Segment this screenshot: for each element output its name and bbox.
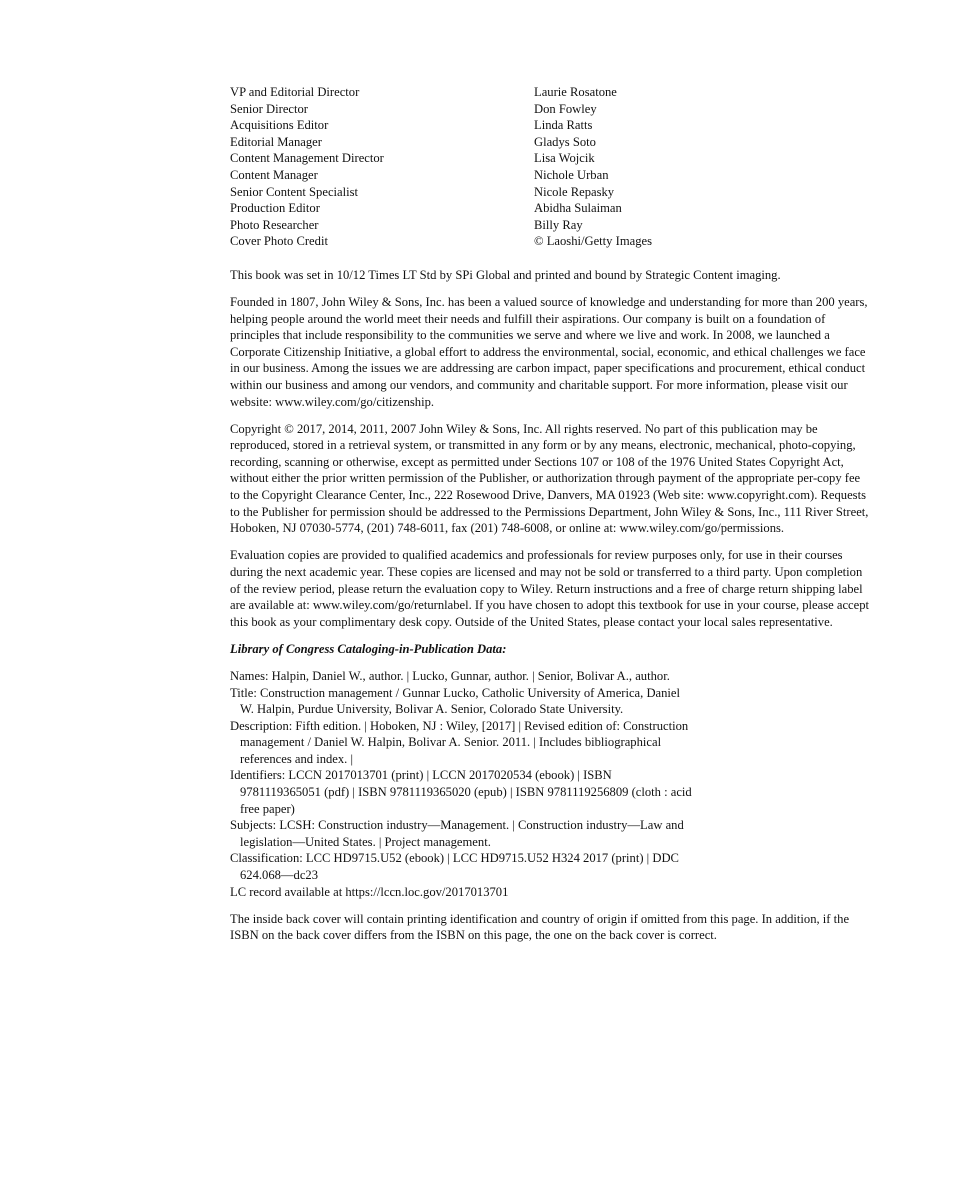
credit-row	[230, 101, 872, 118]
credit-role: Acquisitions Editor	[230, 118, 329, 133]
credit-name: © Laoshi/Getty Images	[534, 234, 652, 249]
credit-row	[230, 150, 872, 167]
credit-role: Senior Content Specialist	[230, 184, 359, 199]
credit-row	[230, 117, 872, 134]
credit-name: Billy Ray	[534, 217, 583, 232]
credits-list	[230, 84, 872, 250]
back-cover-note: The inside back cover will contain printing identification and country of origin if omitted from this page. In addition, if the ISBN on the back cover differs from the ISBN on this page, the one on the back cover is correct.	[230, 911, 850, 943]
copyright-page	[230, 84, 872, 954]
copyright-paragraph: Copyright © 2017, 2014, 2011, 2007 John Wiley & Sons, Inc. All rights reserved. No part of this publication may be reproduced, stored in a retrieval system, or transmitted in any form or by any means, electronic, mechanical, photo-copying, recording, scanning or otherwise, except as permitted under Sections 107 or 108 of the 1976 United States Copyright Act, without either the prior written permission of the Publisher, or authorization through payment of the appropriate per-copy fee to the Copyright Clearance Center, Inc., 222 Rosewood Drive, Danvers, MA 01923 (Web site: www.copyright.com). Requests to the Publisher for permission should be addressed to the Permissions Department, John Wiley & Sons, Inc., 111 River Street, Hoboken, NJ 07030-5774, (201) 748-6011, fax (201) 748-6008, or online at: www.wiley.com/go/permissions.	[230, 421, 869, 536]
cip-description: Description: Fifth edition. | Hoboken, NJ : Wiley, [2017] | Revised edition of: Construction management / Daniel W. Halpin, Bolivar A. Senior. 2011. | Includes bibliographical references and index. |	[230, 718, 689, 766]
credit-role: Content Manager	[230, 167, 318, 182]
cip-classification: Classification: LCC HD9715.U52 (ebook) | LCC HD9715.U52 H324 2017 (print) | DDC 624.068—dc23	[230, 851, 679, 883]
credit-role: Cover Photo Credit	[230, 234, 328, 249]
credit-row	[230, 134, 872, 151]
credit-role: Editorial Manager	[230, 134, 322, 149]
cip-heading: Library of Congress Cataloging-in-Publication Data:	[230, 641, 507, 656]
credit-name: Gladys Soto	[534, 134, 596, 149]
credit-name: Abidha Sulaiman	[534, 201, 622, 216]
credit-role: Content Management Director	[230, 151, 384, 166]
cip-lc-record: LC record available at https://lccn.loc.gov/2017013701	[230, 884, 509, 899]
credit-row	[230, 233, 872, 250]
credit-name: Don Fowley	[534, 101, 597, 116]
credit-row	[230, 84, 872, 101]
evaluation-paragraph: Evaluation copies are provided to qualified academics and professionals for review purposes only, for use in their courses during the next academic year. These copies are licensed and may not be sold or transferred to a third party. Upon completion of the review period, please return the evaluation copy to Wiley. Return instructions and a free of charge return shipping label are available at: www.wiley.com/go/returnlabel. If you have chosen to adopt this textbook for use in your course, please accept this book as your complimentary desk copy. Outside of the United States, please contact your local sales representative.	[230, 548, 870, 629]
credit-name: Nicole Repasky	[534, 184, 615, 199]
cip-names: Names: Halpin, Daniel W., author. | Lucko, Gunnar, author. | Senior, Bolivar A., author.	[230, 668, 670, 683]
credit-row	[230, 217, 872, 234]
credit-name: Nichole Urban	[534, 167, 609, 182]
credit-role: Photo Researcher	[230, 217, 319, 232]
credit-row	[230, 184, 872, 201]
cip-subjects: Subjects: LCSH: Construction industry—Management. | Construction industry—Law and legislation—United States. | Project management.	[230, 818, 684, 849]
credit-role: Production Editor	[230, 201, 320, 216]
typesetting-note: This book was set in 10/12 Times LT Std by SPi Global and printed and bound by Strategic Content imaging.	[230, 267, 781, 282]
credit-role: VP and Editorial Director	[230, 85, 360, 99]
credit-row	[230, 167, 872, 184]
cip-data	[230, 668, 872, 900]
cip-identifiers: Identifiers: LCCN 2017013701 (print) | LCCN 2017020534 (ebook) | ISBN 9781119365051 (pdf) | ISBN 9781119365020 (epub) | ISBN 9781119256809 (cloth : acid free paper)	[230, 768, 692, 816]
credit-name: Linda Ratts	[534, 118, 593, 133]
credit-name: Laurie Rosatone	[534, 85, 617, 99]
credit-role: Senior Director	[230, 101, 308, 116]
credit-name: Lisa Wojcik	[534, 151, 595, 166]
cip-title: Title: Construction management / Gunnar Lucko, Catholic University of America, Daniel W. Halpin, Purdue University, Bolivar A. Senior, Colorado State University.	[230, 685, 681, 717]
citizenship-paragraph: Founded in 1807, John Wiley & Sons, Inc. has been a valued source of knowledge and understanding for more than 200 years, helping people around the world meet their needs and fulfill their aspirations. Our company is built on a foundation of principles that include responsibility to the communities we serve and where we live and work. In 2008, we launched a Corporate Citizenship Initiative, a global effort to address the environmental, social, economic, and ethical challenges we face in our business. Among the issues we are addressing are carbon impact, paper specifications and procurement, ethical conduct within our business and among our vendors, and community and charitable support. For more information, please visit our website: www.wiley.com/go/citizenship.	[230, 295, 868, 409]
credit-row	[230, 200, 872, 217]
